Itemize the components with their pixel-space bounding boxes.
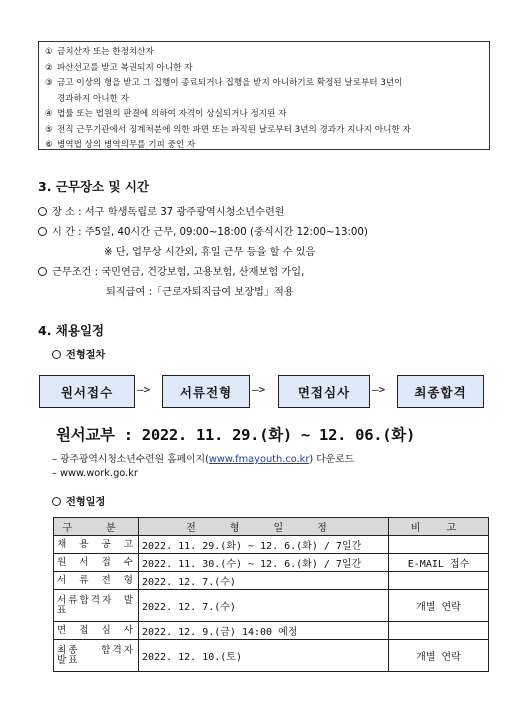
step-final-pass: 최종합격: [397, 375, 484, 408]
table-header: 전 형 일 정: [139, 518, 389, 536]
table-cell-category: 최종 합격자 발표: [54, 640, 139, 672]
work-time: 시 간 : 주5일, 40시간 근무, 09:00~18:00 (중식시간 12:00~13:00): [38, 223, 368, 238]
step-application: 원서접수: [39, 375, 135, 408]
table-cell-note: [389, 622, 489, 640]
work-place: 장 소 : 서구 학생독립로 37 광주광역시청소년수련원: [38, 203, 285, 218]
table-cell-date: 2022. 12. 7.(수): [139, 572, 389, 590]
process-label: 전형절차: [52, 346, 105, 361]
table-cell-category: 서류합격자 발표: [54, 590, 139, 622]
table-cell-note: [389, 572, 489, 590]
arrow-icon: –>: [252, 383, 266, 396]
table-cell-category: 면 접 심 사: [54, 622, 139, 640]
disqualification-item: ② 파산선고를 받고 복권되지 아니한 자: [45, 62, 193, 73]
table-cell-date: 2022. 11. 29.(화) ~ 12. 6.(화) / 7일간: [139, 536, 389, 554]
table-cell-category: 원 서 접 수: [54, 554, 139, 572]
schedule-label: 전형일정: [52, 493, 105, 508]
circle-bullet-icon: [52, 497, 61, 506]
table-cell-category: 채 용 공 고: [54, 536, 139, 554]
disqualification-box: [38, 41, 490, 150]
disqualification-item: ① 금치산자 또는 한정치산자: [45, 47, 154, 57]
table-cell-note: 개별 연락: [389, 590, 489, 622]
table-cell-note: E-MAIL 접수: [389, 554, 489, 572]
disqualification-item: 경과하지 아니한 자: [57, 93, 129, 104]
section3-title: 3. 근무장소 및 시간: [38, 179, 150, 194]
disqualification-item: ⑥ 병역법 상의 병역의무를 기피 중인 자: [45, 140, 196, 150]
step-document-review: 서류전형: [162, 375, 250, 408]
table-cell-note: [389, 536, 489, 554]
circle-bullet-icon: [38, 267, 47, 276]
table-cell-date: 2022. 12. 7.(수): [139, 590, 389, 622]
table-header-row: [54, 518, 489, 536]
table-row: [54, 536, 489, 554]
table-cell-note: 개별 연락: [389, 640, 489, 672]
schedule-table: [53, 517, 489, 672]
arrow-icon: –>: [137, 383, 151, 396]
table-header: 구 분: [54, 518, 139, 536]
table-row: [54, 572, 489, 590]
table-row: [54, 590, 489, 622]
arrow-icon: –>: [372, 383, 386, 396]
circle-bullet-icon: [38, 227, 47, 236]
table-row: [54, 640, 489, 672]
table-row: [54, 622, 489, 640]
application-period: 원서교부 : 2022. 11. 29.(화) ~ 12. 06.(화): [56, 426, 415, 444]
table-cell-date: 2022. 11. 30.(수) ~ 12. 6.(화) / 7일간: [139, 554, 389, 572]
homepage-link[interactable]: www.fmayouth.co.kr: [208, 454, 310, 465]
step-interview: 면접심사: [278, 375, 370, 408]
work-time-note: ※ 단, 업무상 시간외, 휴일 근무 등을 할 수 있음: [104, 247, 316, 258]
process-flow: [39, 375, 484, 408]
table-header: 비 고: [389, 518, 489, 536]
disqualification-item: ④ 법률 또는 법원의 판결에 의하여 자격이 상실되거나 정지된 자: [45, 109, 287, 119]
disqualification-item: ⑤ 전직 근무기관에서 징계처분에 의한 파면 또는 파직된 날로부터 3년의 경과가 지나지 아니한 자: [45, 124, 411, 135]
download-source: – 광주광역시청소년수련원 홈페이지(www.fmayouth.co.kr) 다운로드: [52, 454, 355, 465]
disqualification-item: ③ 금고 이상의 형을 받고 그 집행이 종료되거나 집행을 받지 아니하기로 확정된 날로부터 3년이: [45, 78, 403, 88]
table-cell-date: 2022. 12. 9.(금) 14:00 예정: [139, 622, 389, 640]
download-source-2: – www.work.go.kr: [52, 468, 138, 479]
work-conditions-cont: 퇴직급여 :「근로자퇴직급여 보장법」적용: [106, 287, 294, 298]
table-row: [54, 554, 489, 572]
work-conditions: 근무조건 : 국민연금, 건강보험, 고용보험, 산재보험 가입,: [38, 263, 304, 278]
circle-bullet-icon: [38, 207, 47, 216]
section4-title: 4. 채용일정: [38, 323, 105, 338]
table-cell-date: 2022. 12. 10.(토): [139, 640, 389, 672]
circle-bullet-icon: [52, 350, 61, 359]
table-cell-category: 서 류 전 형: [54, 572, 139, 590]
